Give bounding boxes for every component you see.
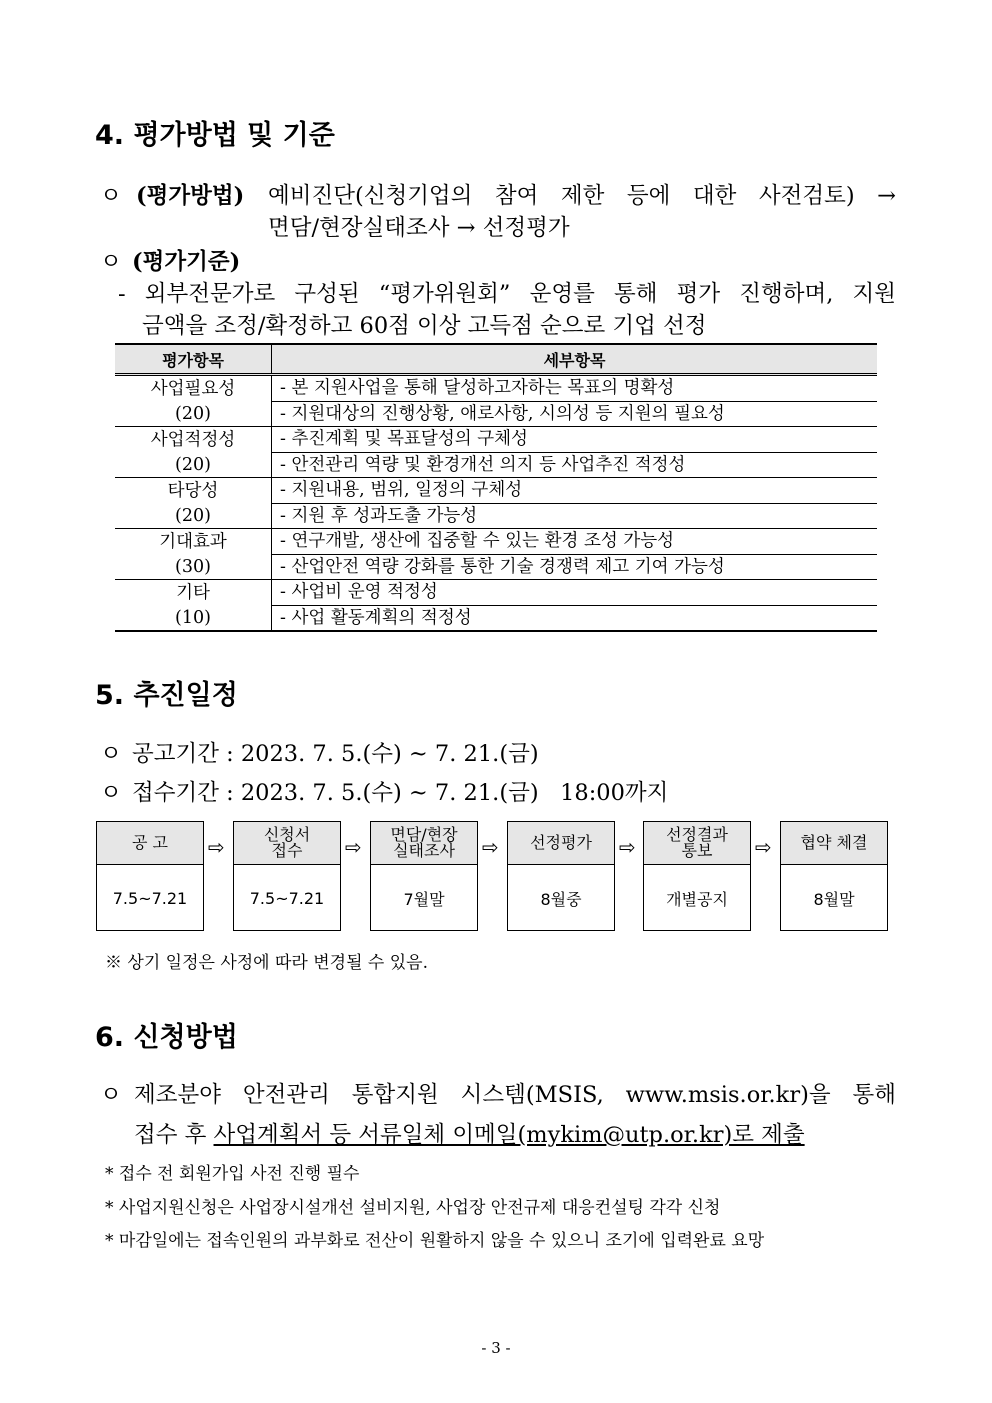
schedule-step-interview — [370, 821, 478, 931]
detail-cell: - 추진계획 및 목표달성의 구체성 — [272, 427, 878, 453]
detail-cell: - 지원 후 성과도출 가능성 — [272, 503, 878, 529]
table-row — [115, 529, 877, 555]
step-title: 선정결과 통보 — [644, 822, 750, 865]
category-cell: 사업적정성 — [115, 427, 272, 453]
criteria-label: (평가기준) — [132, 249, 241, 275]
category-cell: 타당성 — [115, 478, 272, 504]
arrow-right-icon: ⇨ — [619, 835, 636, 859]
criteria-line-1: - 외부전문가로 구성된 “평가위원회” 운영를 통해 평가 진행하며, 지원 — [118, 281, 896, 307]
arrow-right-icon: ⇨ — [345, 835, 362, 859]
detail-cell: - 지원대상의 진행상황, 애로사항, 시의성 등 지원의 필요성 — [272, 401, 878, 427]
arrow-right-icon: ⇨ — [755, 835, 772, 859]
application-item — [100, 1077, 134, 1109]
score-cell: (20) — [115, 503, 272, 529]
section-4-title: 4. 평가방법 및 기준 — [95, 120, 335, 151]
table-row — [115, 427, 877, 453]
step-title: 면담/현장 실태조사 — [371, 822, 477, 865]
section-6-title: 6. 신청방법 — [95, 1022, 238, 1053]
notice-period: 공고기간 : 2023. 7. 5.(수) ~ 7. 21.(금) — [132, 741, 539, 767]
criteria-line-2: 금액을 조정/확정하고 60점 이상 고득점 순으로 기업 선정 — [142, 313, 707, 339]
score-cell: (30) — [115, 554, 272, 580]
schedule-step-evaluation — [507, 821, 615, 931]
receipt-period: 접수기간 : 2023. 7. 5.(수) ~ 7. 21.(금) 18:00까지 — [132, 780, 669, 806]
table-row — [115, 503, 877, 529]
detail-cell: - 연구개발, 생산에 집중할 수 있는 환경 조성 가능성 — [272, 529, 878, 555]
criteria-item — [100, 244, 240, 276]
notice-period-item — [100, 736, 539, 768]
bullet-icon: ㅇ — [100, 780, 122, 806]
receipt-period-item — [100, 775, 668, 807]
bullet-icon: ㅇ — [100, 741, 122, 767]
schedule-step-notification — [643, 821, 751, 931]
schedule-step-application — [233, 821, 341, 931]
table-row — [115, 605, 877, 631]
arrow-right-icon: ⇨ — [482, 835, 499, 859]
detail-cell: - 사업 활동계획의 적정성 — [272, 605, 878, 631]
category-cell: 기타 — [115, 580, 272, 606]
category-cell: 기대효과 — [115, 529, 272, 555]
application-line-2-prefix: 접수 후 — [134, 1122, 214, 1148]
table-row — [115, 580, 877, 606]
table-row — [115, 478, 877, 504]
step-title: 신청서 접수 — [234, 822, 340, 865]
arrow-right-icon: ⇨ — [208, 835, 225, 859]
header-detail: 세부항목 — [272, 344, 878, 375]
step-title: 공 고 — [97, 822, 203, 865]
detail-cell: - 본 지원사업을 통해 달성하고자하는 목표의 명확성 — [272, 375, 878, 402]
step-date: 7.5~7.21 — [112, 889, 188, 908]
bullet-icon: ㅇ — [100, 1082, 122, 1108]
table-row — [115, 554, 877, 580]
step-date: 7월말 — [403, 890, 445, 909]
step-date: 8월말 — [813, 890, 855, 909]
submission-instruction: 사업계획서 등 서류일체 이메일(mykim@utp.or.kr)로 제출 — [213, 1122, 805, 1148]
schedule-footnote: ※ 상기 일정은 사정에 따라 변경될 수 있음. — [105, 953, 428, 973]
score-cell: (20) — [115, 452, 272, 478]
step-date: 7.5~7.21 — [249, 889, 325, 908]
step-title: 선정평가 — [508, 822, 614, 865]
section-5-title: 5. 추진일정 — [95, 680, 238, 711]
schedule-step-announcement — [96, 821, 204, 931]
method-label: (평가방법) — [136, 183, 245, 209]
header-category: 평가항목 — [115, 344, 272, 375]
detail-cell: - 산업안전 역량 강화를 통한 기술 경쟁력 제고 기여 가능성 — [272, 554, 878, 580]
detail-cell: - 안전관리 역량 및 환경개선 의지 등 사업추진 적정성 — [272, 452, 878, 478]
note-item: * 접수 전 회원가입 사전 진행 필수 — [105, 1164, 360, 1184]
step-date: 8월중 — [540, 890, 582, 909]
note-item: * 마감일에는 접속인원의 과부화로 전산이 원활하지 않을 수 있으니 조기에 입력완료 요망 — [105, 1231, 765, 1251]
score-cell: (10) — [115, 605, 272, 631]
method-line-1: 예비진단(신청기업의 참여 제한 등에 대한 사전검토) → — [268, 183, 896, 209]
bullet-icon: ㅇ — [100, 249, 122, 275]
score-cell: (20) — [115, 401, 272, 427]
application-line-1: 제조분야 안전관리 통합지원 시스템(MSIS, www.msis.or.kr)을 통해 — [134, 1082, 896, 1108]
page-number: - 3 - — [481, 1339, 511, 1357]
note-item: * 사업지원신청은 사업장시설개선 설비지원, 사업장 안전규제 대응컨설팅 각각 신청 — [105, 1198, 721, 1218]
table-row — [115, 452, 877, 478]
schedule-step-agreement — [780, 821, 888, 931]
step-date: 개별공지 — [666, 890, 728, 909]
application-line-2 — [134, 1117, 805, 1149]
category-cell: 사업필요성 — [115, 375, 272, 402]
table-row — [115, 375, 877, 402]
detail-cell: - 사업비 운영 적정성 — [272, 580, 878, 606]
method-item — [100, 178, 244, 210]
table-row — [115, 401, 877, 427]
step-title: 협약 체결 — [781, 822, 887, 865]
method-line-2: 면담/현장실태조사 → 선정평가 — [268, 215, 570, 241]
detail-cell: - 지원내용, 범위, 일정의 구체성 — [272, 478, 878, 504]
evaluation-table — [115, 343, 877, 632]
bullet-icon: ㅇ — [100, 183, 122, 209]
